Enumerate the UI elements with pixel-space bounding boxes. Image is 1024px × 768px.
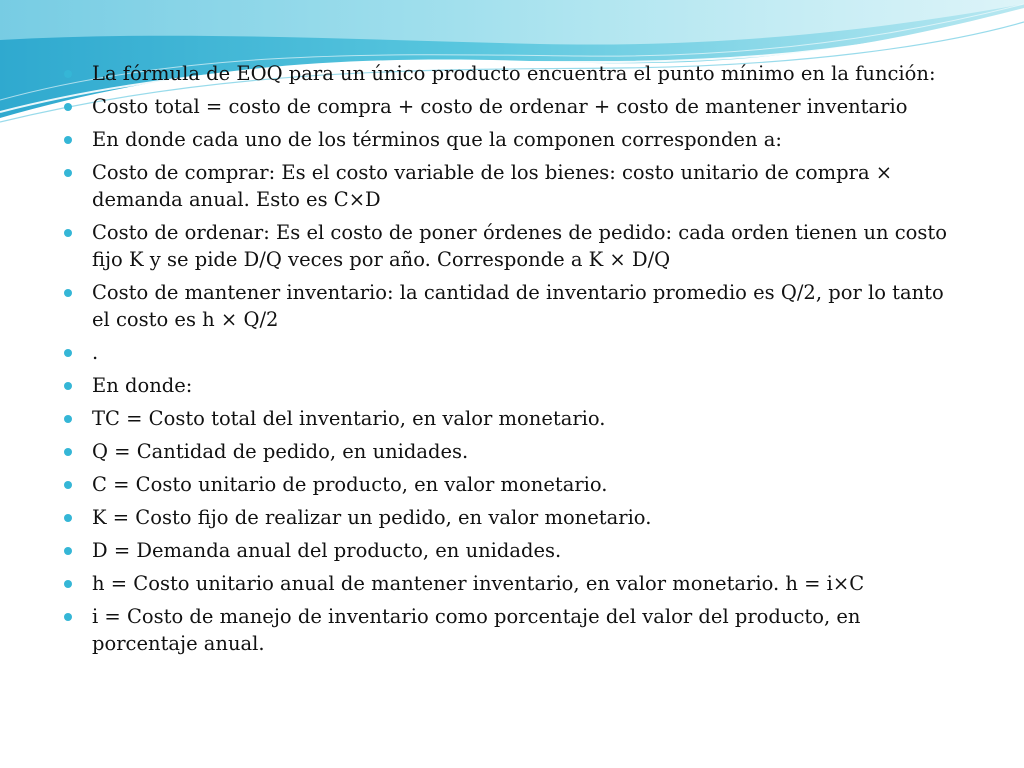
bullet-text: Costo total = costo de compra + costo de ordenar + costo de mantener inventario [92,95,908,118]
bullet-dot-icon [64,448,72,456]
bullet-dot-icon [64,547,72,555]
bullet-item [60,405,965,432]
bullet-list [60,60,965,663]
bullet-text: Costo de comprar: Es el costo variable de los bienes: costo unitario de compra × demanda anual. Esto es C×D [92,161,893,211]
bullet-dot-icon [64,481,72,489]
bullet-item [60,438,965,465]
bullet-text: Q = Cantidad de pedido, en unidades. [92,440,469,463]
bullet-item [60,372,965,399]
bullet-text: . [92,341,99,364]
bullet-item [60,93,965,120]
bullet-dot-icon [64,136,72,144]
bullet-text: K = Costo fijo de realizar un pedido, en valor monetario. [92,506,652,529]
bullet-item [60,279,965,333]
bullet-dot-icon [64,415,72,423]
bullet-dot-icon [64,103,72,111]
bullet-dot-icon [64,382,72,390]
bullet-item [60,159,965,213]
bullet-dot-icon [64,349,72,357]
bullet-text: h = Costo unitario anual de mantener inventario, en valor monetario. h = i×C [92,572,865,595]
bullet-item [60,570,965,597]
bullet-dot-icon [64,70,72,78]
bullet-item [60,471,965,498]
bullet-text: Costo de ordenar: Es el costo de poner órdenes de pedido: cada orden tienen un costo fijo K y se pide D/Q veces por año. Corresponde a K × D/Q [92,221,948,271]
bullet-text: En donde: [92,374,193,397]
bullet-text: C = Costo unitario de producto, en valor monetario. [92,473,608,496]
bullet-dot-icon [64,169,72,177]
bullet-dot-icon [64,613,72,621]
bullet-text: i = Costo de manejo de inventario como porcentaje del valor del producto, en porcentaje anual. [92,605,861,655]
bullet-dot-icon [64,514,72,522]
bullet-dot-icon [64,289,72,297]
bullet-text: La fórmula de EOQ para un único producto encuentra el punto mínimo en la función: [92,62,936,85]
bullet-item [60,339,965,366]
bullet-item [60,60,965,87]
bullet-dot-icon [64,229,72,237]
bullet-item [60,126,965,153]
bullet-text: En donde cada uno de los términos que la componen corresponden a: [92,128,782,151]
bullet-item [60,603,965,657]
bullet-item [60,504,965,531]
bullet-item [60,219,965,273]
bullet-dot-icon [64,580,72,588]
bullet-text: TC = Costo total del inventario, en valor monetario. [92,407,606,430]
bullet-text: Costo de mantener inventario: la cantidad de inventario promedio es Q/2, por lo tanto el costo es h × Q/2 [92,281,944,331]
bullet-item [60,537,965,564]
bullet-text: D = Demanda anual del producto, en unidades. [92,539,562,562]
